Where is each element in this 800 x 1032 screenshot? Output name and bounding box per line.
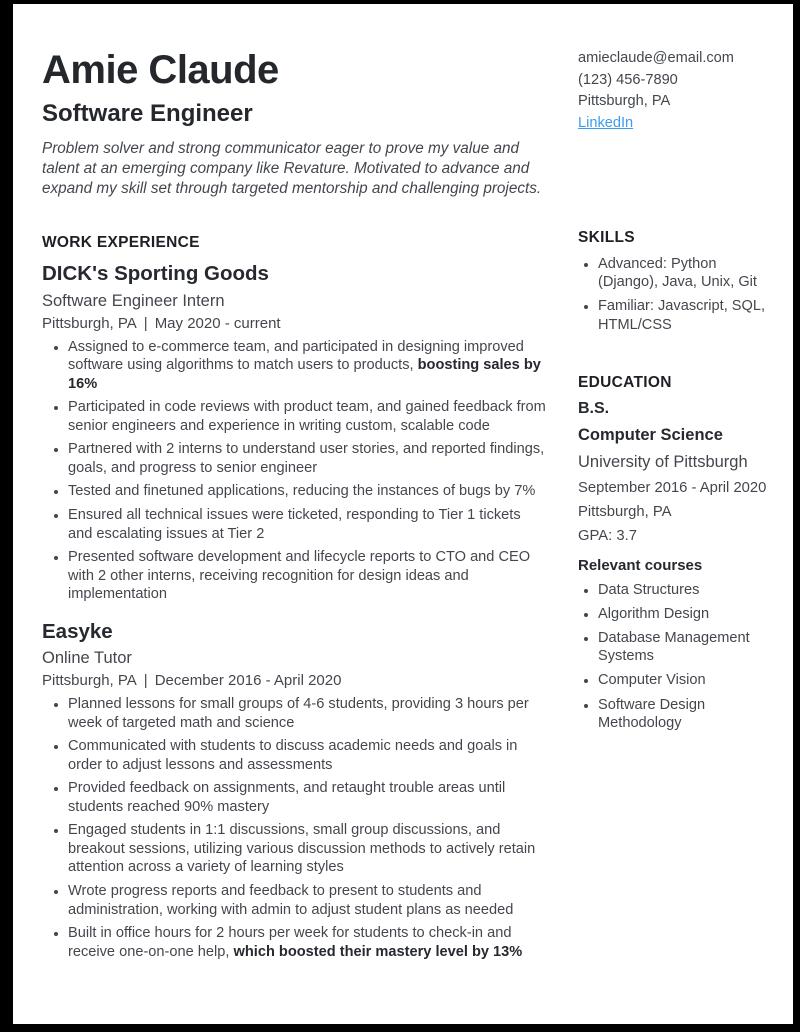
- job-location: Pittsburgh, PA: [42, 672, 137, 690]
- education-degree: B.S.: [578, 399, 610, 417]
- skill-item: • Advanced: Python (Django), Java, Unix, Git: [598, 255, 768, 291]
- summary-text: Problem solver and strong communicator eager to prove my value and talent at an emerging company like Revature. Motivated to advance and expand my skill set through targeted mentorship and challenging projects.: [42, 140, 542, 197]
- work-experience-heading: WORK EXPERIENCE: [42, 234, 200, 252]
- education-major: Computer Science: [578, 425, 723, 444]
- resume-page: [13, 4, 793, 1024]
- job-dates: December 2016 - April 2020: [154, 672, 342, 690]
- contact-phone: (123) 456-7890: [578, 71, 678, 88]
- job-entry: [42, 262, 548, 604]
- linkedin-link[interactable]: LinkedIn: [578, 115, 634, 132]
- job-bullet: • Provided feedback on assignments, and retaught trouble areas until students reached 90% mastery: [68, 779, 548, 816]
- job-entry: [42, 620, 548, 962]
- job-bullet: • Partnered with 2 interns to understand user stories, and reported findings, goals, and progress to senior engineer: [68, 440, 548, 477]
- education-dates: September 2016 - April 2020: [578, 479, 767, 496]
- job-bullet: • Participated in code reviews with product team, and gained feedback from senior engineers and experience in writing custom, scalable code: [68, 398, 548, 435]
- job-bullet: • Wrote progress reports and feedback to present to students and administration, working with admin to adjust student plans as needed: [68, 882, 548, 919]
- education-heading: EDUCATION: [578, 373, 672, 391]
- course-item: • Computer Vision: [598, 671, 768, 689]
- job-bullet: • Planned lessons for small groups of 4-6 students, providing 3 hours per week of targeted math and science: [68, 695, 548, 732]
- job-bullet: • Engaged students in 1:1 discussions, small group discussions, and breakout sessions, utilizing various discussion methods to actively retain attention across a variety of learning styles: [68, 821, 548, 877]
- job-bullet-list: [42, 695, 548, 961]
- education-school: University of Pittsburgh: [578, 452, 748, 471]
- education-location: Pittsburgh, PA: [578, 504, 672, 521]
- job-role: Online Tutor: [42, 649, 132, 668]
- course-item: • Database Management Systems: [598, 629, 768, 665]
- meta-separator: |: [143, 314, 148, 332]
- job-bullet: • Assigned to e-commerce team, and participated in designing improved software using algorithms to match users to products, boosting sales by 16%: [68, 338, 548, 394]
- candidate-title: Software Engineer: [42, 100, 253, 127]
- skills-section: [578, 229, 768, 334]
- education-gpa: GPA: 3.7: [578, 528, 637, 545]
- contact-email: amieclaude@email.com: [578, 50, 734, 66]
- job-bullet: • Communicated with students to discuss academic needs and goals in order to adjust lessons and assessments: [68, 737, 548, 774]
- job-dates: May 2020 - current: [154, 314, 281, 332]
- course-item: • Software Design Methodology: [598, 696, 768, 732]
- job-meta: [42, 315, 548, 332]
- course-item: • Algorithm Design: [598, 605, 768, 623]
- skills-heading: SKILLS: [578, 228, 635, 246]
- courses-list: [578, 581, 768, 733]
- relevant-courses-heading: Relevant courses: [578, 556, 703, 574]
- job-bullet: • Built in office hours for 2 hours per week for students to check-in and receive one-on-one help, which boosted their mastery level by 13%: [68, 924, 548, 961]
- job-bullet-list: [42, 338, 548, 604]
- job-bullet: • Presented software development and lifecycle reports to CTO and CEO with 2 other interns, receiving recognition for design ideas and implementation: [68, 548, 548, 604]
- skill-item: • Familiar: Javascript, SQL, HTML/CSS: [598, 297, 768, 333]
- meta-separator: |: [143, 672, 148, 690]
- job-bullet: • Tested and finetuned applications, reducing the instances of bugs by 7%: [68, 482, 548, 501]
- job-role: Software Engineer Intern: [42, 291, 225, 310]
- company-name: DICK's Sporting Goods: [42, 262, 269, 286]
- right-column: [578, 48, 768, 1004]
- skills-list: [578, 255, 768, 334]
- course-item: • Data Structures: [598, 581, 768, 599]
- left-column: [42, 48, 548, 1004]
- company-name: Easyke: [42, 619, 113, 643]
- work-experience-section: [42, 234, 548, 961]
- contact-block: [578, 48, 768, 134]
- education-section: [578, 374, 768, 732]
- candidate-name: Amie Claude: [42, 48, 279, 92]
- job-bullet: • Ensured all technical issues were ticketed, responding to Tier 1 tickets and escalating issues at Tier 2: [68, 506, 548, 543]
- job-meta: [42, 672, 548, 689]
- contact-location: Pittsburgh, PA: [578, 93, 671, 110]
- job-location: Pittsburgh, PA: [42, 314, 137, 332]
